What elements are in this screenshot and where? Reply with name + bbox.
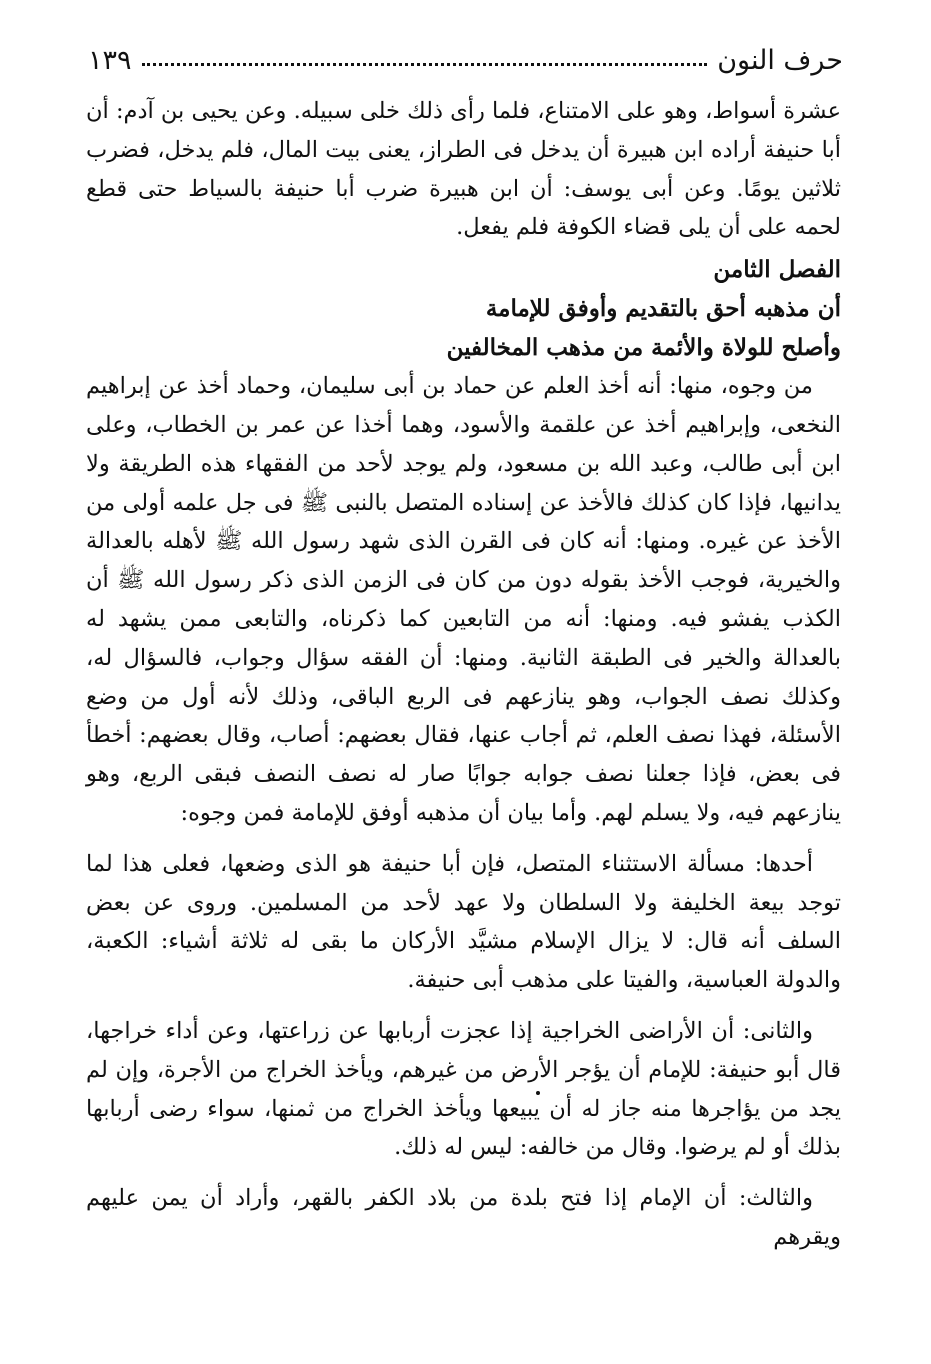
paragraph-first: أحدها: مسألة الاستثناء المتصل، فإن أبا حنيفة هو الذى وضعها، فعلى هذا لما توجد بيعة الخليفة ولا السلطان ولا عهد لأحد من المسلمين. وروى عن بعض السلف أنه قال: لا يزال الإسلام مشيَّد الأركان ما بقى له ثلاثة أشياء: الكعبة، والدولة العباسية، والفيتا على مذهب أبى حنيفة.	[86, 850, 841, 994]
chapter-title-line-2: وأصلح للولاة والأئمة من مذهب المخالفين	[446, 334, 841, 362]
stray-dot-mark	[536, 1091, 540, 1095]
paragraph-reasons: من وجوه، منها: أنه أخذ العلم عن حماد بن أبى سليمان، وحماد أخذ عن إبراهيم النخعى، وإبراهيم أخذ عن علقمة والأسود، وهما أخذا عن عمر بن الخطاب، وعلى ابن أبى طالب، وعبد الله بن مسعود، ولم يوجد لأحد من الفقهاء هذه الطريقة ولا يدانيها، فإذا كان كذلك فالأخذ عن إسناده المتصل بالنبى ﷺ فى جل علمه أولى من الأخذ عن غيره. ومنها: أنه كان فى القرن الذى شهد رسول الله ﷺ لأهله بالعدالة والخيرية، فوجب الأخذ بقوله دون من كان فى الزمن الذى ذكر رسول الله ﷺ أن الكذب يفشو فيه. ومنها: أنه من التابعين كما ذكرناه، والتابعى ممن يشهد له بالعدالة والخير فى الطبقة الثانية. ومنها: أن الفقه سؤال وجواب، فالسؤال له، وكذلك نصف الجواب، وهو ينازعهم فى الربع الباقى، وذلك لأنه أول من وضع الأسئلة، فهذا نصف العلم، ثم أجاب عنها، فقال بعضهم: أصاب، وقال بعضهم: أخطأ فى بعض، فإذا جعلنا نصف جوابه جوابًا صار له نصف النصف فبقى الربع، وهو ينازعهم فيه، ولا يسلم لهم. وأما بيان أن مذهبه أوفق للإمامة فمن وجوه:	[86, 373, 841, 826]
body-text	[86, 92, 841, 1257]
running-title: حرف النون	[717, 44, 843, 76]
page-number: ١٣٩	[88, 44, 132, 76]
paragraph-third: والثالث: أن الإمام إذا فتح بلدة من بلاد الكفر بالقهر، وأراد أن يمن عليهم ويقرهم	[86, 1185, 841, 1250]
chapter-number: الفصل الثامن	[713, 256, 841, 284]
leader-dots	[142, 63, 708, 66]
paragraph-continued: عشرة أسواط، وهو على الامتناع، فلما رأى ذلك خلى سبيله. وعن يحيى بن آدم: أن أبا حنيفة أراده ابن هبيرة أن يدخل فى الطراز، يعنى بيت المال، فلم يدخل، فضرب ثلاثين يومًا. وعن أبى يوسف: أن ابن هبيرة ضرب أبا حنيفة بالسياط حتى قطع لحمه على أن يلى قضاء الكوفة فلم يفعل.	[86, 98, 841, 241]
paragraph-second: والثانى: أن الأراضى الخراجية إذا عجزت أربابها عن زراعتها، وعن أداء خراجها، قال أبو حنيفة: للإمام أن يؤجر الأرض من غيرهم، ويأخذ الخراج من الأجرة، وإن لم يجد من يؤاجرها منه جاز له أن يبيعها ويأخذ الخراج من ثمنها، سواء رضى أربابها بذلك أو لم يرضوا. وقال من خالفه: ليس له ذلك.	[86, 1017, 841, 1161]
page-header	[88, 40, 843, 80]
chapter-title-line-1: أن مذهبه أحق بالتقديم وأوفق للإمامة	[485, 295, 841, 323]
